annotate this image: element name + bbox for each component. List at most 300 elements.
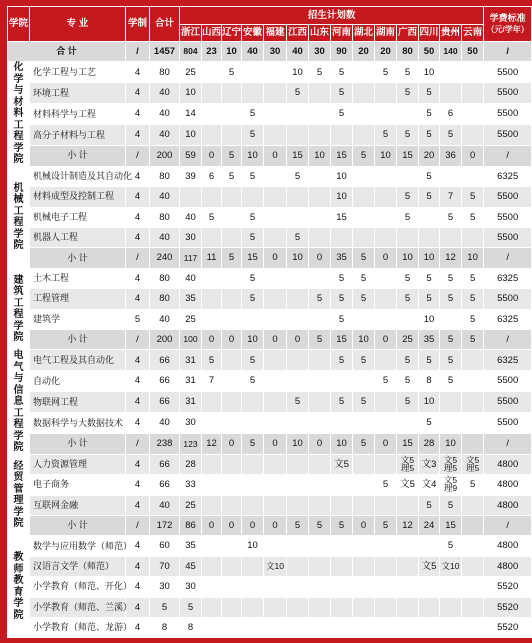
plan-cell: [397, 166, 419, 186]
plan-cell: [264, 577, 287, 597]
plan-cell: 5: [331, 350, 353, 371]
header-province: 河南: [331, 25, 353, 42]
plan-cell: 5: [242, 228, 264, 248]
fee-cell: 6325: [484, 268, 532, 288]
plan-cell: 5: [419, 495, 440, 515]
plan-cell: [309, 495, 331, 515]
plan-cell: 10: [397, 248, 419, 268]
plan-cell: 10: [462, 248, 484, 268]
plan-cell: 5: [397, 187, 419, 207]
fee-cell: 4800: [484, 454, 532, 474]
plan-cell: 5: [375, 475, 397, 495]
plan-cell: 10: [353, 330, 375, 350]
plan-cell: [202, 392, 222, 413]
plan-cell: 5: [287, 516, 309, 536]
plan-cell: 86: [180, 516, 202, 536]
major-cell: 电气工程及其自动化: [30, 350, 126, 371]
total-cell: 240: [150, 248, 180, 268]
plan-cell: [331, 618, 353, 638]
plan-cell: [353, 413, 375, 434]
college-cell: 机械工程学院: [8, 166, 30, 268]
total-cell: 66: [150, 350, 180, 371]
plan-cell: [375, 309, 397, 329]
plan-cell: [375, 495, 397, 515]
plan-cell: 40: [180, 268, 202, 288]
plan-cell: [375, 350, 397, 371]
plan-cell: 5: [375, 125, 397, 146]
plan-cell: 31: [180, 392, 202, 413]
plan-cell: 0: [222, 330, 242, 350]
table-row: [8, 289, 532, 309]
plan-cell: [264, 536, 287, 556]
plan-cell: [331, 371, 353, 392]
plan-cell: 5: [440, 125, 462, 146]
plan-cell: 5: [397, 83, 419, 104]
plan-cell: 10: [242, 536, 264, 556]
plan-cell: [440, 475, 462, 495]
plan-cell: [264, 371, 287, 392]
major-cell: 建筑学: [30, 309, 126, 329]
plan-cell: [222, 475, 242, 495]
plan-cell: [353, 309, 375, 329]
plan-cell: [287, 454, 309, 474]
plan-cell: 10: [180, 83, 202, 104]
plan-cell: [309, 83, 331, 104]
plan-cell: 12: [397, 516, 419, 536]
plan-cell: [462, 454, 484, 474]
plan-cell: 5: [419, 166, 440, 186]
fee-cell: /: [484, 516, 532, 536]
plan-cell: 5: [440, 207, 462, 227]
plan-cell: 5: [222, 145, 242, 166]
duration-cell: 4: [126, 207, 150, 227]
plan-cell: [242, 618, 264, 638]
plan-cell: 59: [180, 145, 202, 166]
plan-cell: [375, 166, 397, 186]
plan-cell: [353, 597, 375, 617]
major-cell: 高分子材料与工程: [30, 125, 126, 146]
plan-cell: 5: [287, 166, 309, 186]
plan-cell: 15: [242, 248, 264, 268]
plan-cell: 5: [242, 207, 264, 227]
plan-cell: [309, 228, 331, 248]
plan-cell: [331, 413, 353, 434]
plan-cell: 6: [202, 166, 222, 186]
plan-cell: 0: [202, 145, 222, 166]
plan-cell: [353, 166, 375, 186]
plan-cell: 5: [309, 289, 331, 309]
plan-cell: [440, 597, 462, 617]
plan-cell: [222, 289, 242, 309]
plan-cell: [264, 125, 287, 146]
plan-cell: [264, 268, 287, 288]
table-row: [8, 187, 532, 207]
header-province: 安徽: [242, 25, 264, 42]
plan-cell: 20: [419, 145, 440, 166]
header-province: 福建: [264, 25, 287, 42]
plan-cell: [242, 495, 264, 515]
duration-cell: 4: [126, 228, 150, 248]
plan-cell: 12: [440, 248, 462, 268]
plan-cell: 文4: [419, 475, 440, 495]
plan-cell: [202, 618, 222, 638]
plan-cell: 5: [397, 392, 419, 413]
plan-cell: 10: [375, 145, 397, 166]
table-row: [8, 392, 532, 413]
plan-cell: [331, 536, 353, 556]
plan-cell: 5: [309, 516, 331, 536]
plan-cell: [462, 577, 484, 597]
plan-cell: [222, 495, 242, 515]
major-cell: 汉语言文学（师范）: [30, 556, 126, 576]
major-cell: 互联网金融: [30, 495, 126, 515]
plan-cell: [242, 597, 264, 617]
plan-cell: 10: [419, 392, 440, 413]
plan-cell: 0: [264, 248, 287, 268]
plan-cell: 5: [353, 433, 375, 454]
plan-cell: [202, 454, 222, 474]
fee-cell: 5520: [484, 618, 532, 638]
header-province: 浙江: [180, 25, 202, 42]
plan-cell: 5: [242, 433, 264, 454]
plan-cell: 140: [440, 42, 462, 62]
plan-cell: [397, 536, 419, 556]
plan-cell: 50: [462, 42, 484, 62]
plan-cell: [309, 597, 331, 617]
plan-cell: 5: [242, 104, 264, 125]
total-cell: 1457: [150, 42, 180, 62]
plan-cell: [222, 371, 242, 392]
plan-cell: [264, 187, 287, 207]
plan-cell: [353, 83, 375, 104]
fee-cell: 5500: [484, 371, 532, 392]
plan-cell: [202, 597, 222, 617]
plan-cell: 5: [331, 289, 353, 309]
plan-cell: [440, 618, 462, 638]
plan-cell: 文10: [264, 556, 287, 576]
plan-cell: 45: [180, 556, 202, 576]
plan-cell: 10: [242, 330, 264, 350]
plan-cell: [375, 228, 397, 248]
table-row: [8, 268, 532, 288]
plan-cell: 5: [397, 371, 419, 392]
plan-cell: 28: [180, 454, 202, 474]
subtotal-row: [8, 516, 532, 536]
plan-cell: 5: [440, 371, 462, 392]
plan-cell: [462, 516, 484, 536]
plan-cell: 11: [202, 248, 222, 268]
plan-cell: [202, 228, 222, 248]
plan-cell: [309, 371, 331, 392]
header-province: 湖北: [353, 25, 375, 42]
grand-total-label: 合 计: [8, 42, 126, 62]
duration-cell: 4: [126, 556, 150, 576]
plan-cell: [202, 309, 222, 329]
plan-cell: 5: [440, 268, 462, 288]
plan-cell: 8: [419, 371, 440, 392]
plan-cell: [331, 125, 353, 146]
header-college: 学院: [8, 7, 30, 42]
plan-cell: 5: [242, 350, 264, 371]
plan-cell: [202, 62, 222, 83]
plan-cell: 5: [331, 392, 353, 413]
duration-cell: 4: [126, 125, 150, 146]
plan-cell: [375, 536, 397, 556]
plan-cell: 10: [419, 62, 440, 83]
plan-cell: 5: [397, 207, 419, 227]
plan-cell: 5: [353, 289, 375, 309]
total-cell: 40: [150, 309, 180, 329]
plan-cell: [309, 187, 331, 207]
plan-cell: 文5: [419, 556, 440, 576]
plan-cell: [222, 454, 242, 474]
plan-cell: [202, 556, 222, 576]
plan-cell: [375, 556, 397, 576]
plan-cell: 5: [331, 309, 353, 329]
plan-cell: 10: [331, 433, 353, 454]
header-province: 山东: [309, 25, 331, 42]
total-cell: 200: [150, 145, 180, 166]
plan-cell: 30: [180, 413, 202, 434]
fee-cell: 5500: [484, 104, 532, 125]
plan-cell: [331, 556, 353, 576]
plan-cell: [353, 125, 375, 146]
table-row: [8, 207, 532, 227]
plan-cell: [242, 454, 264, 474]
fee-cell: /: [484, 330, 532, 350]
plan-cell: 36: [440, 145, 462, 166]
plan-cell: 14: [180, 104, 202, 125]
plan-cell: [353, 618, 375, 638]
fee-cell: 6325: [484, 309, 532, 329]
header-plan: 招生计划数: [180, 7, 484, 25]
plan-cell: 24: [419, 516, 440, 536]
plan-cell: 10: [287, 62, 309, 83]
plan-cell: 30: [264, 42, 287, 62]
header-major: 专 业: [30, 7, 126, 42]
plan-cell: 0: [309, 433, 331, 454]
plan-cell: [242, 309, 264, 329]
plan-cell: [287, 309, 309, 329]
plan-cell: 5: [287, 83, 309, 104]
plan-cell: 5: [242, 371, 264, 392]
plan-cell: 5: [462, 268, 484, 288]
plan-cell: [440, 454, 462, 474]
plan-cell: [462, 62, 484, 83]
plan-cell: [331, 495, 353, 515]
plan-cell: [309, 309, 331, 329]
major-cell: 人力资源管理: [30, 454, 126, 474]
plan-cell: [222, 577, 242, 597]
plan-cell: [222, 350, 242, 371]
plan-cell: 5: [353, 145, 375, 166]
plan-cell: 15: [397, 145, 419, 166]
plan-cell: 8: [180, 618, 202, 638]
plan-cell: 0: [264, 145, 287, 166]
college-cell: 电气与信息工程学院: [8, 350, 30, 455]
college-cell: 建筑工程学院: [8, 268, 30, 350]
plan-cell: [375, 597, 397, 617]
duration-cell: /: [126, 248, 150, 268]
plan-cell: 10: [440, 433, 462, 454]
plan-cell: 30: [180, 577, 202, 597]
plan-cell: 15: [331, 330, 353, 350]
total-cell: 200: [150, 330, 180, 350]
plan-cell: 0: [287, 330, 309, 350]
plan-cell: [287, 495, 309, 515]
plan-cell: 7: [440, 187, 462, 207]
plan-cell: 5: [462, 289, 484, 309]
plan-cell: [242, 475, 264, 495]
plan-cell: 0: [353, 516, 375, 536]
plan-cell: 5: [331, 83, 353, 104]
plan-cell: [264, 166, 287, 186]
plan-cell: 0: [202, 516, 222, 536]
plan-cell: [331, 475, 353, 495]
plan-cell: 5: [375, 516, 397, 536]
plan-cell: [202, 104, 222, 125]
plan-cell: [287, 104, 309, 125]
table-row: [8, 371, 532, 392]
total-cell: 40: [150, 83, 180, 104]
plan-cell-stack: 文5 理9: [443, 474, 458, 494]
plan-cell: 5: [222, 166, 242, 186]
plan-cell: [264, 309, 287, 329]
plan-cell: 33: [180, 475, 202, 495]
major-cell: 材料成型及控制工程: [30, 187, 126, 207]
plan-cell: 25: [180, 495, 202, 515]
duration-cell: 4: [126, 289, 150, 309]
plan-cell: [419, 597, 440, 617]
plan-cell: 5: [202, 207, 222, 227]
total-cell: 172: [150, 516, 180, 536]
table-row: [8, 536, 532, 556]
fee-cell: 6325: [484, 166, 532, 186]
plan-cell: [462, 597, 484, 617]
table-row: [8, 309, 532, 329]
fee-cell: 5500: [484, 413, 532, 434]
plan-cell: 5: [419, 268, 440, 288]
plan-cell: [287, 413, 309, 434]
plan-cell-stack: 文5 理5: [465, 454, 480, 474]
plan-cell: 0: [264, 330, 287, 350]
plan-cell: [375, 289, 397, 309]
plan-cell: [462, 350, 484, 371]
duration-cell: /: [126, 42, 150, 62]
plan-cell: [264, 289, 287, 309]
header-province: 四川: [419, 25, 440, 42]
total-cell: 66: [150, 392, 180, 413]
subtotal-label: 小 计: [30, 330, 126, 350]
plan-cell: [202, 187, 222, 207]
plan-cell: [309, 536, 331, 556]
fee-cell: /: [484, 42, 532, 62]
plan-cell: [375, 207, 397, 227]
plan-cell: [264, 454, 287, 474]
plan-cell: 25: [180, 309, 202, 329]
admission-plan-table: [7, 6, 532, 638]
plan-cell: 5: [353, 392, 375, 413]
duration-cell: 4: [126, 350, 150, 371]
plan-cell: [287, 350, 309, 371]
major-cell: 小学教育（师范、兰溪）: [30, 597, 126, 617]
plan-cell: 40: [180, 207, 202, 227]
plan-cell: [287, 556, 309, 576]
plan-cell: 文5: [397, 475, 419, 495]
plan-cell: 5: [331, 104, 353, 125]
plan-cell: [264, 350, 287, 371]
table-row: [8, 62, 532, 83]
fee-cell: 5500: [484, 207, 532, 227]
plan-cell-stack: 文5 理5: [443, 454, 458, 474]
duration-cell: 4: [126, 392, 150, 413]
total-cell: 238: [150, 433, 180, 454]
duration-cell: 4: [126, 371, 150, 392]
plan-cell: [375, 618, 397, 638]
fee-cell: 5500: [484, 187, 532, 207]
plan-cell: [287, 475, 309, 495]
plan-cell: [264, 62, 287, 83]
header-province: 贵州: [440, 25, 462, 42]
plan-cell: 文10: [440, 556, 462, 576]
plan-cell: [222, 618, 242, 638]
plan-cell: 5: [462, 309, 484, 329]
plan-cell: [375, 187, 397, 207]
plan-cell: [309, 125, 331, 146]
plan-cell: [222, 207, 242, 227]
plan-cell: 35: [331, 248, 353, 268]
plan-cell: [222, 228, 242, 248]
plan-cell: [440, 413, 462, 434]
plan-cell: [242, 577, 264, 597]
plan-cell: 7: [202, 371, 222, 392]
plan-cell: [242, 413, 264, 434]
plan-cell: [309, 618, 331, 638]
plan-cell: [309, 556, 331, 576]
plan-cell: 25: [397, 330, 419, 350]
plan-cell: [202, 268, 222, 288]
duration-cell: 4: [126, 413, 150, 434]
plan-cell: 0: [242, 516, 264, 536]
plan-cell: 5: [331, 516, 353, 536]
plan-cell: 5: [309, 62, 331, 83]
total-cell: 40: [150, 495, 180, 515]
plan-cell: [462, 413, 484, 434]
plan-cell: [353, 62, 375, 83]
plan-cell: 0: [264, 516, 287, 536]
table-row: [8, 597, 532, 617]
plan-cell: 5: [440, 495, 462, 515]
plan-cell: [375, 392, 397, 413]
plan-cell: 5: [242, 289, 264, 309]
plan-cell: 0: [375, 248, 397, 268]
header-province: 辽宁: [222, 25, 242, 42]
plan-cell: 0: [375, 433, 397, 454]
subtotal-row: [8, 330, 532, 350]
plan-cell: [353, 228, 375, 248]
plan-cell: 15: [440, 516, 462, 536]
fee-cell: 4800: [484, 556, 532, 576]
header-province: 湖南: [375, 25, 397, 42]
plan-cell: 5: [222, 62, 242, 83]
table-row: [8, 104, 532, 125]
plan-cell: [419, 228, 440, 248]
subtotal-row: [8, 248, 532, 268]
fee-cell: 6325: [484, 350, 532, 371]
plan-cell: [353, 495, 375, 515]
total-cell: 40: [150, 228, 180, 248]
plan-cell: 0: [222, 516, 242, 536]
